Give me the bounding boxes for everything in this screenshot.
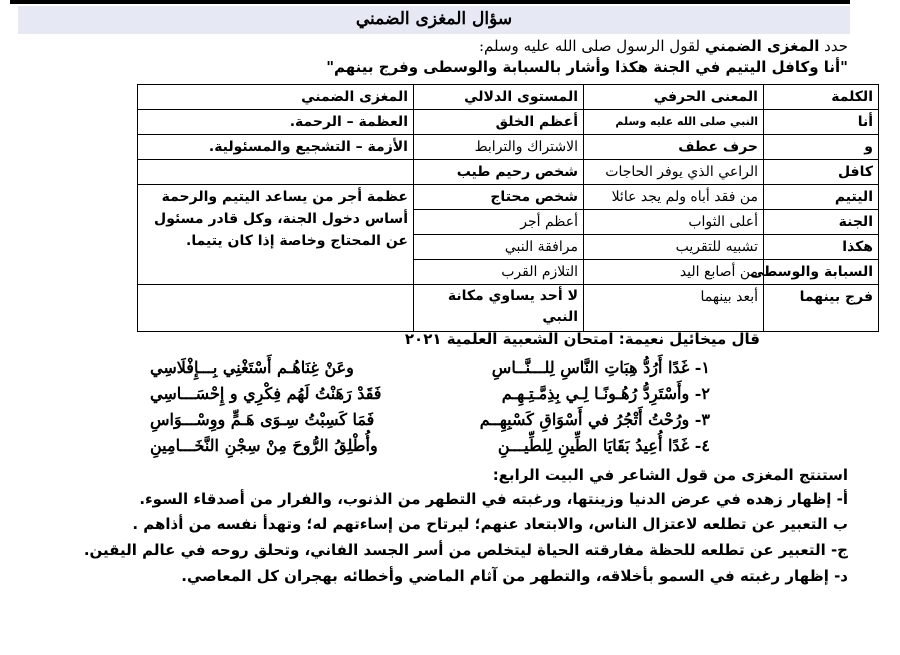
section-title: سؤال المغزى الضمني [355, 9, 513, 29]
cell-implicit-merged: عظمة أجر من يساعد اليتيم والرحمة أساس دخول الجنة، وكل قادر مسئول عن المحتاج وخاصة إذا كان يتيما. [138, 185, 414, 285]
analysis-table [137, 84, 879, 332]
header-word: الكلمة [764, 85, 879, 110]
verse-first-hemistich: ٢- وأَسْتَرِدُّ رُهُـونًـا لِـي بِذِمَّـتِـهِـم [501, 384, 710, 403]
cell-literal: من فقد أباه ولم يجد عائلا [584, 185, 764, 210]
header-semantic: المستوى الدلالي [414, 85, 584, 110]
cell-word: اليتيم [764, 185, 879, 210]
answer-option-a[interactable]: أ- إظهار زهده في عرض الدنيا وزينتها، ورغبته في التطهر من الذنوب، والفرار من أصدقاء السوء. [139, 490, 848, 508]
cell-semantic: شخص محتاج [414, 185, 584, 210]
table-row [138, 135, 879, 160]
verse-second-hemistich: فَقَدْ رَهَنْتُ لَهُم فِكْرِي و إِحْسَـــاسِي [150, 384, 382, 403]
verse-first-hemistich: ٤- غَدًا أُعِيدُ بَقَايَا الطِّينِ لِلطِّيـــنِ [497, 436, 710, 455]
verse-second-hemistich: وعَنْ غِنَاهُـم أَسْتَغْنِي بِـــإِفْلَاسِي [150, 358, 354, 377]
poem-verses [150, 356, 710, 468]
header-implicit: المغزى الضمني [138, 85, 414, 110]
cell-literal: تشبيه للتقريب [584, 235, 764, 260]
cell-word: فرج بينهما [764, 285, 879, 332]
cell-word: السبابة والوسطى [764, 260, 879, 285]
table-row [138, 160, 879, 185]
instruction-prefix: حدد [819, 37, 848, 55]
cell-word: أنا [764, 110, 879, 135]
answer-option-b[interactable]: ب التعبير عن تطلعه لاعتزال الناس، والابتعاد عنهم؛ ليرتاح من إساءتهم له؛ وتهدأ نفسه من أذاهم . [132, 515, 848, 533]
cell-word: و [764, 135, 879, 160]
cell-implicit [138, 285, 414, 332]
exam-heading: قال ميخائيل نعيمة: امتحان الشعبية العلمية ٢٠٢١ [404, 330, 760, 348]
cell-implicit [138, 160, 414, 185]
section-title-bar [18, 6, 850, 34]
answer-option-d[interactable]: د- إظهار رغبته في السمو بأخلاقه، والتطهر من آثام الماضي وأخطائه بهجران كل المعاصي. [181, 567, 848, 585]
cell-semantic: التلازم القرب [414, 260, 584, 285]
instruction-suffix: لقول الرسول صلى الله عليه وسلم: [478, 37, 705, 55]
verse-first-hemistich: ١- غَدًا أَرُدُّ هِبَاتِ النَّاسِ لِلـــنَّــاسِ [491, 358, 710, 377]
table-header-row [138, 85, 879, 110]
cell-semantic: مرافقة النبي [414, 235, 584, 260]
cell-semantic: أعظم الخلق [414, 110, 584, 135]
table-row [138, 185, 879, 210]
verse-second-hemistich: وأُطْلِقُ الرُّوحَ مِنْ سِجْنِ النَّخَـــامِينِ [150, 436, 378, 455]
table-row [138, 285, 879, 332]
question-prompt: استنتج المغزى من قول الشاعر في البيت الرابع: [492, 466, 848, 484]
cell-literal: النبي صلى الله عليه وسلم [584, 110, 764, 135]
cell-semantic: شخص رحيم طيب [414, 160, 584, 185]
cell-literal: أعلى الثواب [584, 210, 764, 235]
verse-second-hemistich: فَمَا كَسِبْتُ سِـوَى هَـمٍّ ووِسْـــوَاسِ [150, 410, 375, 429]
instruction-line [479, 37, 848, 55]
hadith-quote: "أنا وكافل اليتيم في الجنة هكذا وأشار بالسبابة والوسطى وفرج بينهم" [326, 58, 848, 76]
answer-option-c[interactable]: ج- التعبير عن تطلعه للحظة مفارقته الحياة ليتخلص من أسر الجسد الفاني، وتحلق روحه في عالم اليقين. [83, 541, 848, 559]
cell-literal: أبعد بينهما [584, 285, 764, 332]
header-literal: المعنى الحرفي [584, 85, 764, 110]
cell-implicit: العظمة – الرحمة. [138, 110, 414, 135]
cell-semantic: لا أحد يساوي مكانة النبي [414, 285, 584, 332]
cell-literal: الراعي الذي يوفر الحاجات [584, 160, 764, 185]
cell-literal: حرف عطف [584, 135, 764, 160]
verse-first-hemistich: ٣- ورُحْتُ أَتْجُرُ في أَسْوَاقِ كَسْبِهِــم [479, 410, 710, 429]
cell-word: الجنة [764, 210, 879, 235]
cell-semantic: أعظم أجر [414, 210, 584, 235]
cell-literal: من أصابع اليد [584, 260, 764, 285]
top-rule [10, 0, 850, 4]
cell-implicit: الأزمة – التشجيع والمسئولية. [138, 135, 414, 160]
cell-semantic: الاشتراك والترابط [414, 135, 584, 160]
table-row [138, 110, 879, 135]
cell-word: كافل [764, 160, 879, 185]
cell-word: هكذا [764, 235, 879, 260]
instruction-bold: المغزى الضمني [704, 37, 820, 55]
